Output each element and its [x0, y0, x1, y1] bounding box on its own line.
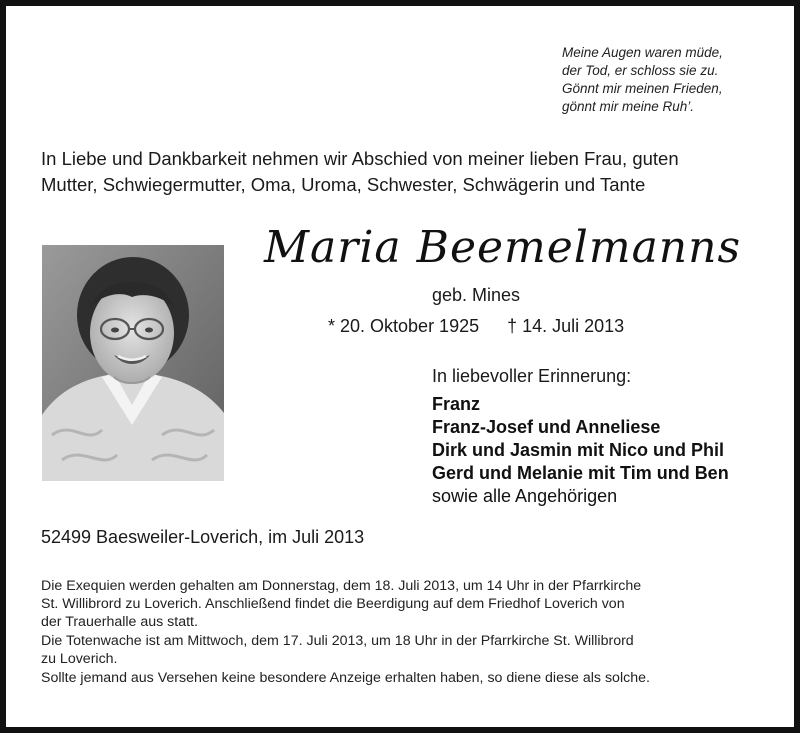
deceased-name: Maria Beemelmanns [264, 222, 742, 273]
intro-line: In Liebe und Dankbarkeit nehmen wir Abschied von meiner lieben Frau, guten [41, 148, 679, 169]
place-date: 52499 Baesweiler-Loverich, im Juli 2013 [41, 527, 365, 547]
notice-line: zu Loverich. [41, 651, 118, 667]
notice-exequies [41, 577, 771, 631]
birth-date: * 20. Oktober 1925 [328, 316, 480, 336]
intro-line: Mutter, Schwiegermutter, Oma, Uroma, Schwester, Schwägerin und Tante [41, 174, 646, 195]
notice-line: Die Exequien werden gehalten am Donnerstag, dem 18. Juli 2013, um 14 Uhr in der Pfarrkirche [41, 578, 642, 594]
notice-vigil [41, 632, 771, 668]
poem-line: der Tod, er schloss sie zu. [562, 63, 719, 78]
mourner-name: Franz [432, 394, 481, 414]
poem [562, 44, 792, 116]
poem-line: Gönnt mir meinen Frieden, [562, 81, 723, 96]
other-relatives: sowie alle Angehörigen [432, 486, 618, 506]
mourners-list [432, 393, 729, 508]
mourner-name: Franz-Josef und Anneliese [432, 417, 661, 437]
notice-disclaimer [41, 669, 771, 687]
poem-line: Meine Augen waren müde, [562, 45, 723, 60]
notice-line: St. Willibrord zu Loverich. Anschließend findet die Beerdigung auf dem Friedhof Loverich von [41, 596, 625, 612]
notice-line: Sollte jemand aus Versehen keine besondere Anzeige erhalten haben, so diene diese als solche. [41, 670, 650, 686]
memory-heading: In liebevoller Erinnerung: [432, 366, 632, 386]
life-dates [328, 316, 624, 337]
portrait-photo [42, 245, 224, 481]
intro-text [41, 146, 781, 198]
death-date: † 14. Juli 2013 [507, 316, 625, 336]
mourner-name: Dirk und Jasmin mit Nico und Phil [432, 440, 725, 460]
poem-line: gönnt mir meine Ruh’. [562, 99, 695, 114]
notice-line: der Trauerhalle aus statt. [41, 614, 198, 630]
mourner-name: Gerd und Melanie mit Tim und Ben [432, 463, 729, 483]
notice-line: Die Totenwache ist am Mittwoch, dem 17. Juli 2013, um 18 Uhr in der Pfarrkirche St. Willibrord [41, 633, 634, 649]
birth-name: geb. Mines [431, 285, 521, 305]
funeral-notices [41, 577, 771, 688]
